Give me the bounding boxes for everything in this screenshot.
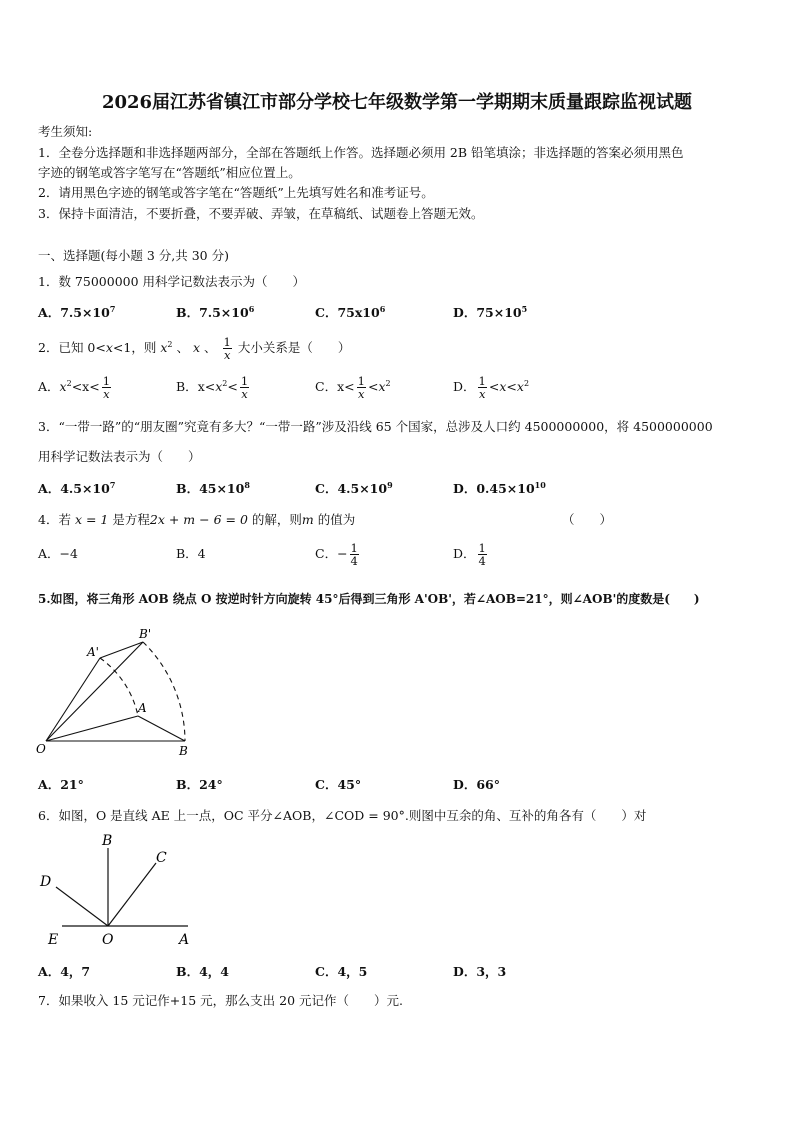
q2-option-c: C．x< $\frac{1}{x}$ $<x^2$ [315,374,391,401]
q6-label-a: A [179,932,190,948]
q6-option-c: C．4，5 [315,964,368,979]
question-5-stem: 5.如图，将三角形 AOB 绕点 O 按逆时针方向旋转 45°后得到三角形 A'OB'，若∠AOB=21°，则∠AOB'的度数是( ) [38,592,700,606]
question-2-stem: 2．已知 0<x<1，则 $x^2$ 、 x 、 $\frac{1}{x}$ 大小关系是（ ） [38,335,351,362]
q5-segment-ab [138,716,185,741]
q6-option-b: B．4，4 [176,964,229,979]
q5-rotation-figure [30,622,210,762]
q5-arc-b [143,642,185,741]
q6-label-e: E [48,932,59,948]
notice-item-2: 2．请用黑色字迹的钢笔或答字笔在“答题纸”上先填写姓名和准考证号。 [38,185,434,200]
q3-option-a: A．$4.5\times 10^7$ [38,479,116,496]
q3-option-c: C．$4.5\times 10^9$ [315,479,393,496]
question-1-stem: 1．数 75000000 用科学记数法表示为（ ） [38,274,306,289]
q4-option-b: B．4 [176,546,206,561]
q2-option-d: D． $\frac{1}{x}$ $<x<x^2$ [453,374,530,401]
question-7-stem: 7．如果收入 15 元记作+15 元，那么支出 20 元记作（ ）元. [38,993,403,1008]
q5-option-c: C．45° [315,777,362,792]
question-3-line-2: 用科学记数法表示为（ ） [38,449,201,464]
q6-label-c: C [156,850,167,866]
notice-heading: 考生须知: [38,124,93,139]
q3-option-b: B．$45\times 10^8$ [176,479,250,496]
q5-option-d: D．66° [453,777,500,792]
notice-item-1-line-2: 字迹的钢笔或答字笔写在“答题纸”相应位置上。 [38,165,301,180]
notice-item-1-line-1: 1．全卷分选择题和非选择题两部分，全部在答题纸上作答。选择题必须用 2B 铅笔填涂；非选择题的答案必须用黑色 [38,145,684,160]
q1-option-b: B．$7.5\times 10^6$ [176,303,255,320]
q5-option-b: B．24° [176,777,223,792]
section-heading: 一、选择题(每小题 3 分,共 30 分) [38,248,229,263]
q5-label-o: O [36,742,46,756]
q4-option-d: D． $\frac{1}{4}$ [453,541,486,568]
q5-option-a: A．21° [38,777,84,792]
page-title: 2026届江苏省镇江市部分学校七年级数学第一学期期末质量跟踪监视试题 [101,92,693,113]
q5-label-b-prime: B' [139,627,152,641]
q5-label-b: B [179,744,188,758]
q4-option-a: A．−4 [38,546,78,561]
notice-item-3: 3．保持卡面清洁，不要折叠，不要弄破、弄皱，在草稿纸、试题卷上答题无效。 [38,206,484,221]
question-4-stem: 4．若 x = 1 是方程2x + m − 6 = 0 的解，则m 的值为 [38,512,356,527]
q6-option-d: D．3，3 [453,964,507,979]
question-4-answer-paren: （ ） [562,512,613,527]
q5-label-a: A [138,701,147,715]
q6-ray-oc [108,863,156,926]
q2-option-b: B．$x<x^2<$ $\frac{1}{x}$ [176,374,249,401]
q4-option-c: C．− $\frac{1}{4}$ [315,541,358,568]
q3-option-d: D．$0.45\times 10^{10}$ [453,479,546,496]
q6-label-b: B [102,833,113,849]
q5-label-a-prime: A' [87,645,99,659]
q6-ray-od [56,887,108,926]
q6-angle-figure [38,828,208,952]
question-6-stem: 6．如图，O 是直线 AE 上一点，OC 平分∠AOB，∠COD = 90°.则图中互余的角、互补的角各有（ ）对 [38,808,647,823]
q1-option-a: A．$7.5\times 10^7$ [38,303,116,320]
q5-segment-a-prime-b-prime [100,642,143,658]
q2-option-a: A．$x^2<x<$ $\frac{1}{x}$ [38,374,111,401]
q1-option-c: C．$75x10^6$ [315,303,386,320]
q6-option-a: A．4，7 [38,964,91,979]
question-3-line-1: 3．“一带一路”的“朋友圈”究竟有多大？“一带一路”涉及沿线 65 个国家，总涉及人口约 4500000000，将 4500000000 [38,419,713,434]
q6-label-o: O [102,932,114,948]
q6-label-d: D [40,874,52,890]
q1-option-d: D．$75\times 10^5$ [453,303,528,320]
